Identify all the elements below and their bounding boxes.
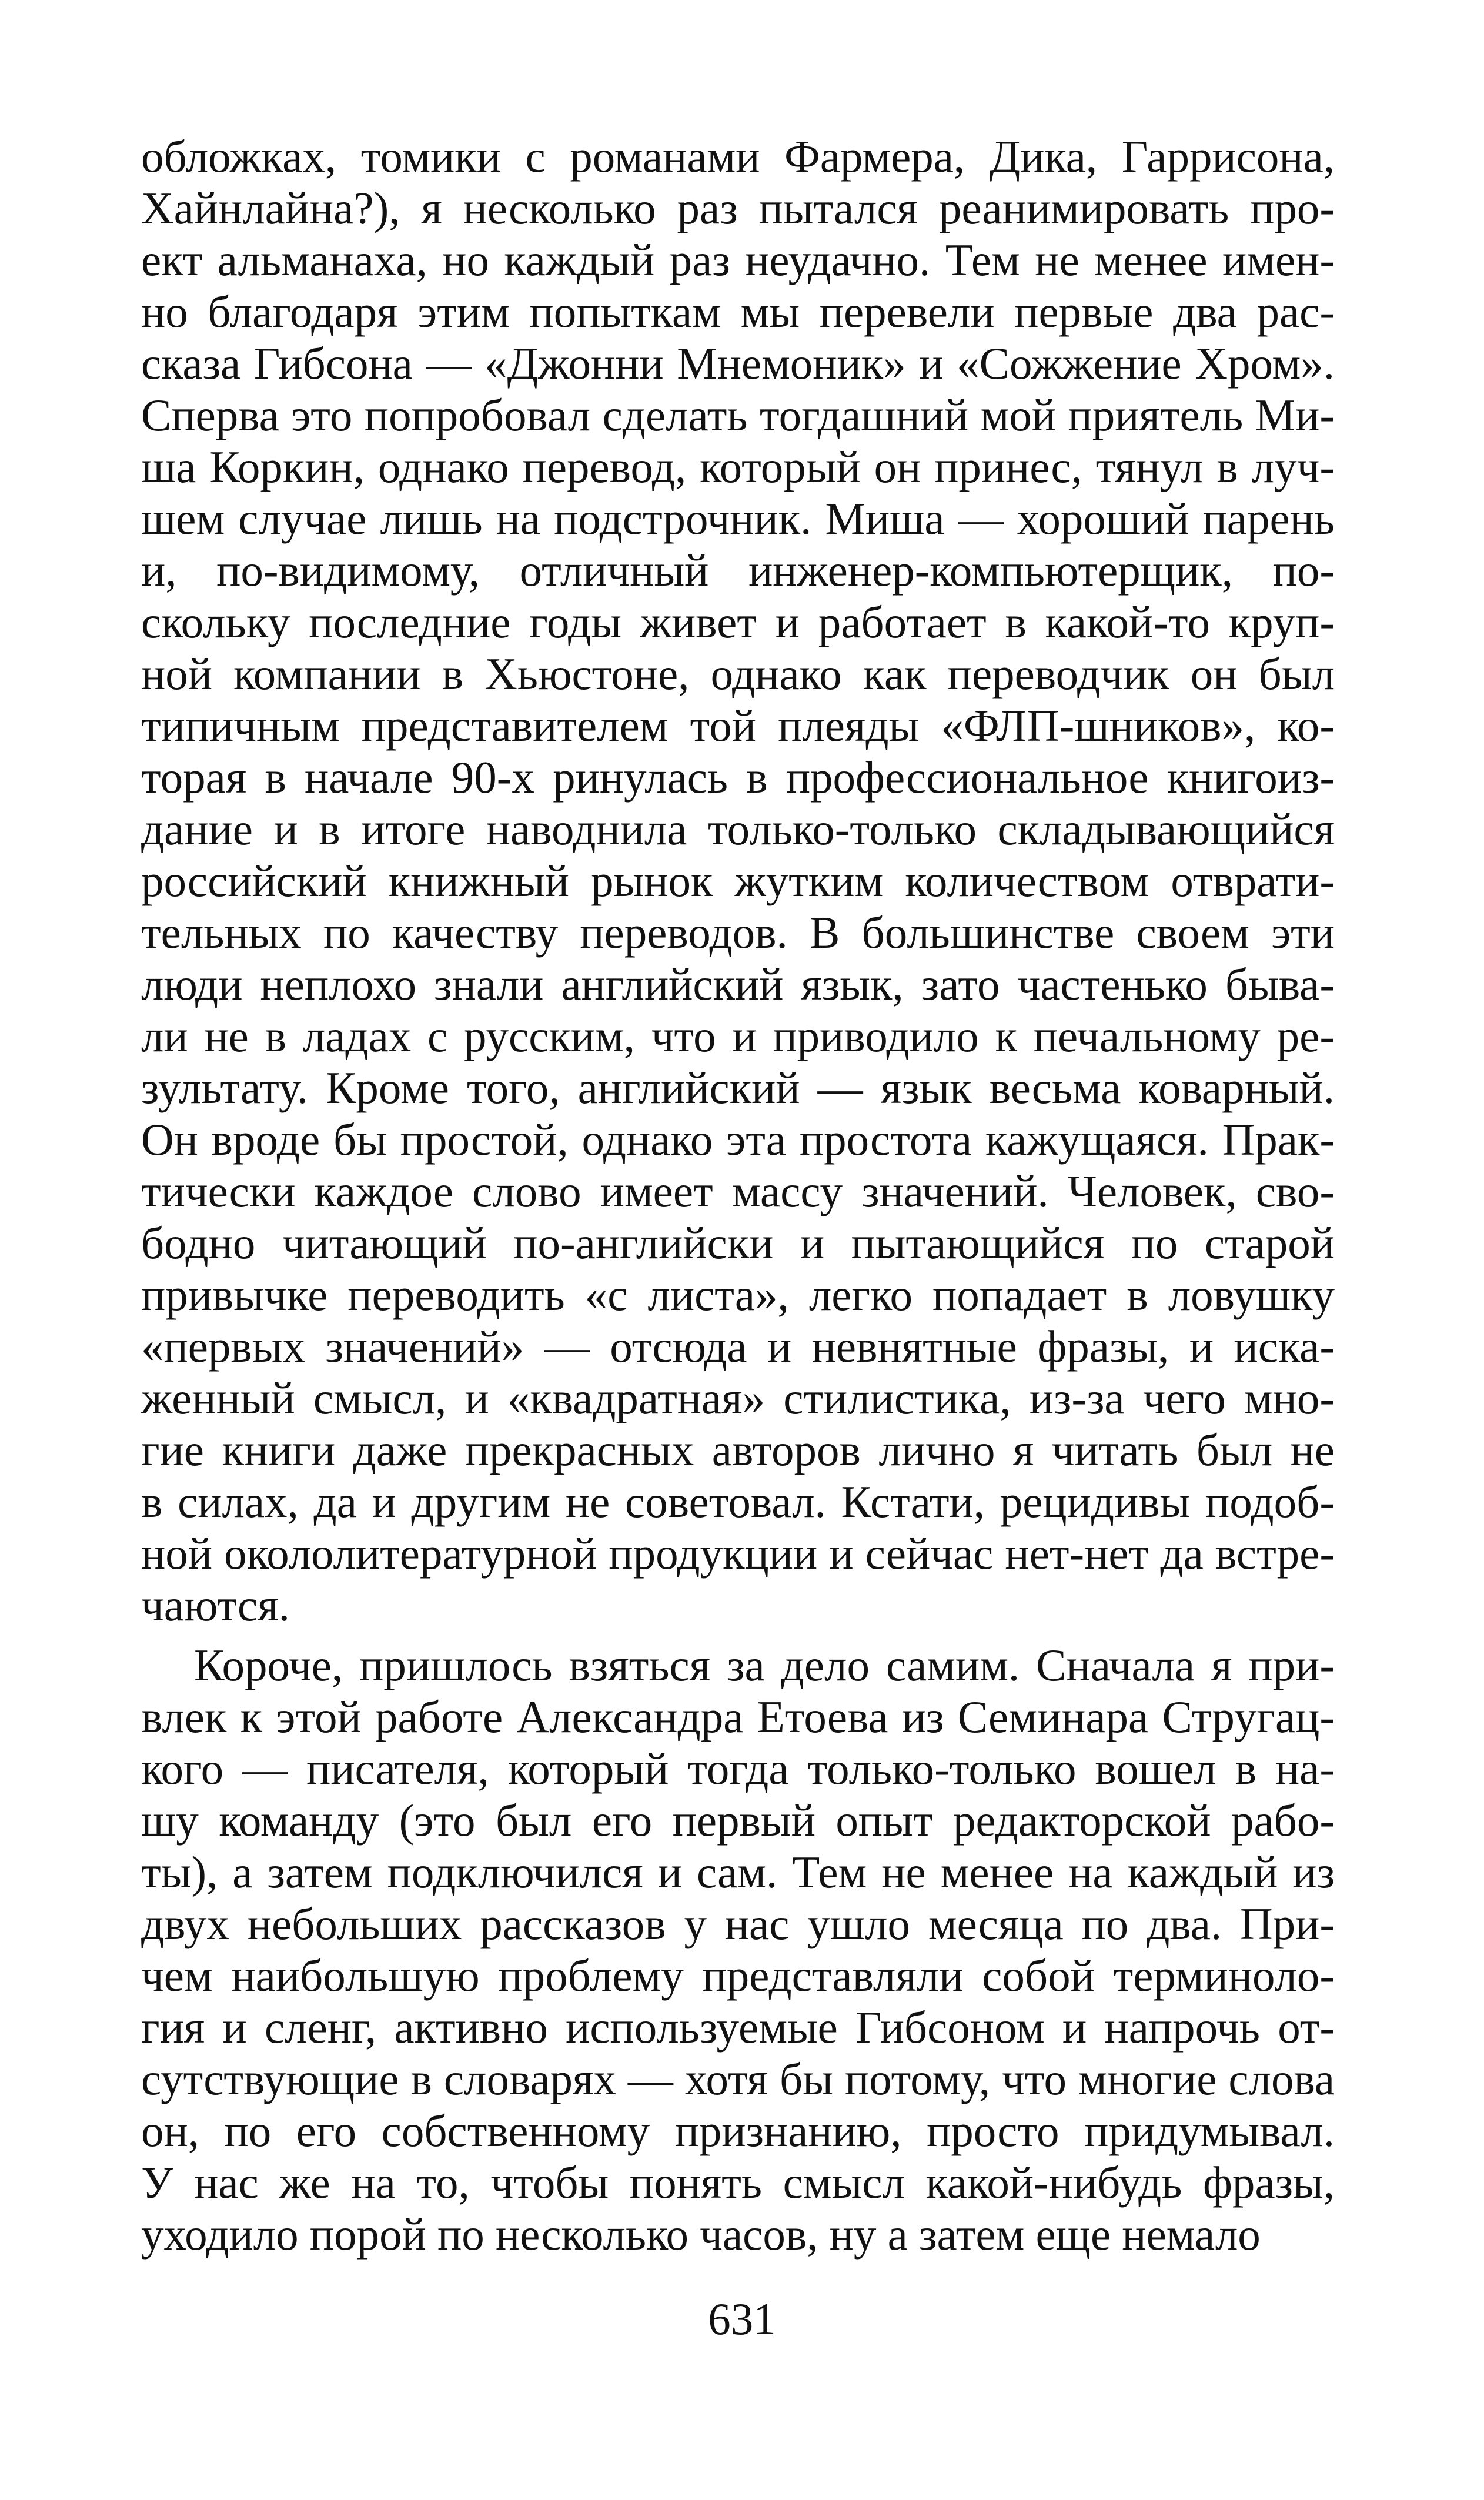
- text-line: и, по-видимому, отличный инженер-компьютерщик, по-: [141, 545, 1335, 596]
- text-line: обложках, томики с романами Фармера, Дика, Гаррисона,: [141, 131, 1335, 182]
- text-line: ли не в ладах с русским, что и приводило к печальному ре-: [141, 1011, 1335, 1061]
- text-line: но благодаря этим попыткам мы перевели первые два рас-: [141, 286, 1335, 337]
- text-line: ша Коркин, однако перевод, который он принес, тянул в луч-: [141, 442, 1335, 492]
- paragraph-gap: [141, 1631, 1335, 1639]
- text-line: он, по его собственному признанию, просто придумывал.: [141, 2105, 1335, 2156]
- text-line: Хайнлайна?), я несколько раз пытался реанимировать про-: [141, 183, 1335, 233]
- page-number: 631: [708, 2294, 776, 2344]
- text-line: российский книжный рынок жутким количеством отврати-: [141, 855, 1335, 906]
- text-line: гие книги даже прекрасных авторов лично я читать был не: [141, 1425, 1335, 1475]
- text-line: в силах, да и другим не советовал. Кстати, рецидивы подоб-: [141, 1476, 1335, 1527]
- text-line: тически каждое слово имеет массу значений. Человек, сво-: [141, 1166, 1335, 1216]
- paragraph: [141, 1639, 1335, 2260]
- text-line: типичным представителем той плеяды «ФЛП-шников», ко-: [141, 700, 1335, 751]
- text-line: скольку последние годы живет и работает в какой-то круп-: [141, 597, 1335, 647]
- text-line: влек к этой работе Александра Етоева из Семинара Стругац-: [141, 1692, 1335, 1742]
- text-line: Сперва это попробовал сделать тогдашний мой приятель Ми-: [141, 390, 1335, 440]
- text-line: ект альманаха, но каждый раз неудачно. Тем не менее имен-: [141, 235, 1335, 285]
- body-text: [141, 131, 1335, 2260]
- text-line: сутствующие в словарях — хотя бы потому, что многие слова: [141, 2054, 1335, 2104]
- text-line: ной компании в Хьюстоне, однако как переводчик он был: [141, 649, 1335, 699]
- text-line: двух небольших рассказов у нас ушло месяца по два. При-: [141, 1899, 1335, 1949]
- text-line: чем наибольшую проблему представляли собой терминоло-: [141, 1950, 1335, 2001]
- text-line: торая в начале 90-х ринулась в профессиональное книгоиз-: [141, 752, 1335, 803]
- text-line: тельных по качеству переводов. В большинстве своем эти: [141, 907, 1335, 958]
- text-line: дание и в итоге наводнила только-только складывающийся: [141, 804, 1335, 854]
- text-line: шем случае лишь на подстрочник. Миша — хороший парень: [141, 493, 1335, 544]
- text-line: гия и сленг, активно используемые Гибсоном и напрочь от-: [141, 2002, 1335, 2053]
- text-line: ты), а затем подключился и сам. Тем не менее на каждый из: [141, 1847, 1335, 1897]
- text-line: сказа Гибсона — «Джонни Мнемоник» и «Сожжение Хром».: [141, 338, 1335, 389]
- text-line: У нас же на то, чтобы понять смысл какой-нибудь фразы,: [141, 2157, 1335, 2208]
- text-line: привычке переводить «с листа», легко попадает в ловушку: [141, 1269, 1335, 1320]
- text-line: женный смысл, и «квадратная» стилистика, из-за чего мно-: [141, 1373, 1335, 1423]
- paragraph: [141, 131, 1335, 1631]
- text-line: чаются.: [141, 1580, 290, 1630]
- text-line: шу команду (это был его первый опыт редакторской рабо-: [141, 1795, 1335, 1846]
- text-line: люди неплохо знали английский язык, зато частенько быва-: [141, 959, 1335, 1010]
- text-line: зультату. Кроме того, английский — язык весьма коварный.: [141, 1062, 1335, 1113]
- text-line: кого — писателя, который тогда только-только вошел в на-: [141, 1743, 1335, 1794]
- text-line: Он вроде бы простой, однако эта простота кажущаяся. Прак-: [141, 1114, 1335, 1165]
- text-line: «первых значений» — отсюда и невнятные фразы, и иска-: [141, 1321, 1335, 1372]
- text-line: Короче, пришлось взяться за дело самим. Сначала я при-: [194, 1640, 1335, 1690]
- text-line: бодно читающий по-английски и пытающийся по старой: [141, 1218, 1335, 1268]
- text-line: уходило порой по несколько часов, ну а затем еще немало: [141, 2209, 1261, 2260]
- text-line: ной окололитературной продукции и сейчас нет-нет да встре-: [141, 1528, 1335, 1579]
